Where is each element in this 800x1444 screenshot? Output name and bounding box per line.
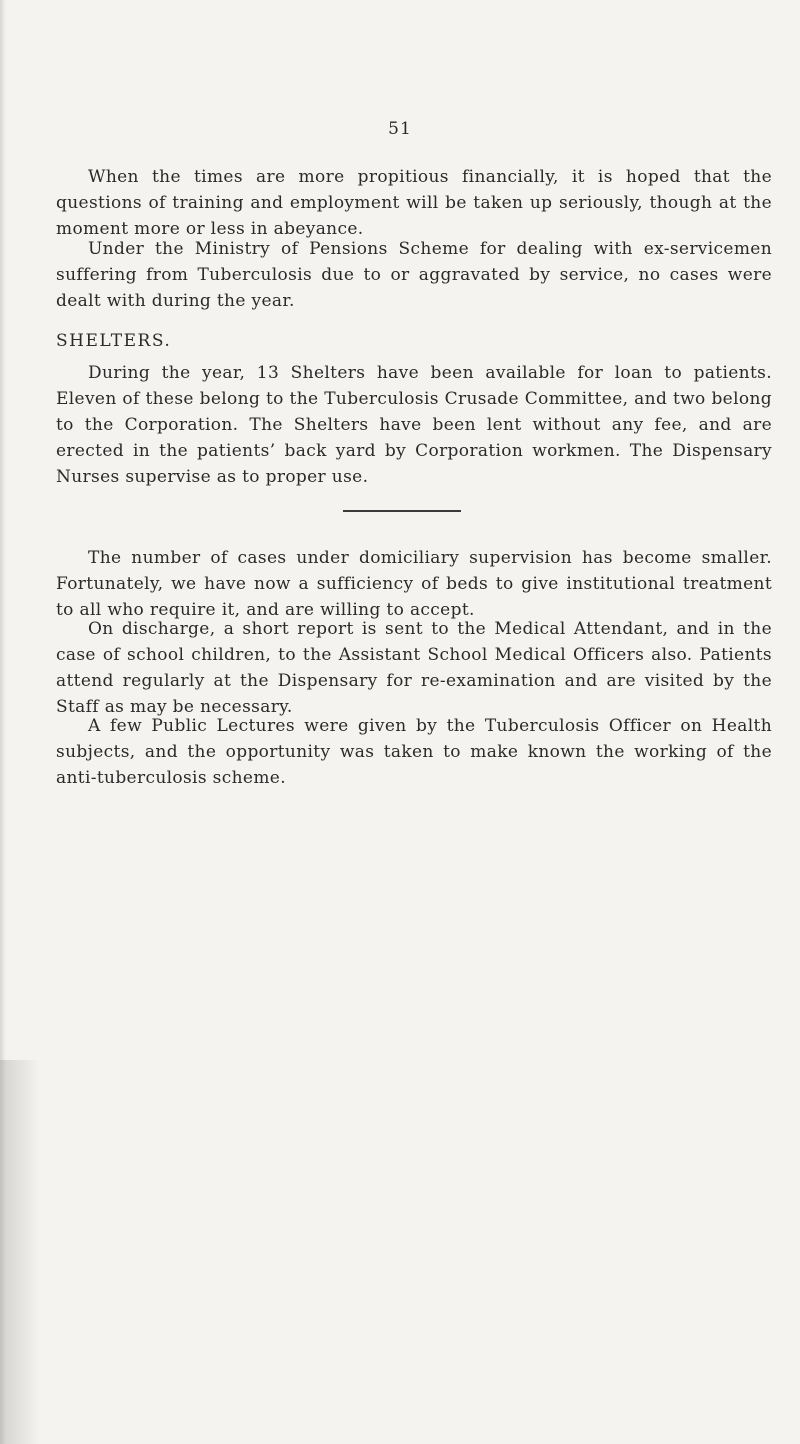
paragraph-ministry-pensions: Under the Ministry of Pensions Scheme for dealing with ex-servicemen suffering from Tuberculosis due to or aggravated by service, no cases were dealt with during the year. [56,239,772,311]
paragraph-discharge-report: On discharge, a short report is sent to the Medical Attendant, and in the case of school children, to the Assistant School Medical Officers also. Patients attend regularly at the Dispensary for re-examination and are visited by the Staff as may be necessary. [56,619,772,717]
paragraph-shelters: During the year, 13 Shelters have been available for loan to patients. Eleven of these belong to the Tuberculosis Crusade Committee, and two belong to the Corporation. The Shelters have been lent without any fee, and are erected in the patients’ back yard by Corporation workmen. The Dispensary Nurses supervise as to proper use. [56,363,772,487]
section-divider [343,510,461,512]
page-number: 51 [388,119,412,139]
section-heading-shelters: SHELTERS. [56,331,172,351]
paragraph-training-employment: When the times are more propitious financially, it is hoped that the questions of training and employment will be taken up seriously, though at the moment more or less in abeyance. [56,167,772,239]
paragraph-domiciliary-supervision: The number of cases under domiciliary supervision has become smaller. Fortunately, we have now a sufficiency of beds to give institutional treatment to all who require it, and are willing to accept. [56,548,772,620]
page-corner-shadow [0,1060,40,1444]
paragraph-public-lectures: A few Public Lectures were given by the Tuberculosis Officer on Health subjects, and the opportunity was taken to make known the working of the anti-tuberculosis scheme. [56,716,772,788]
